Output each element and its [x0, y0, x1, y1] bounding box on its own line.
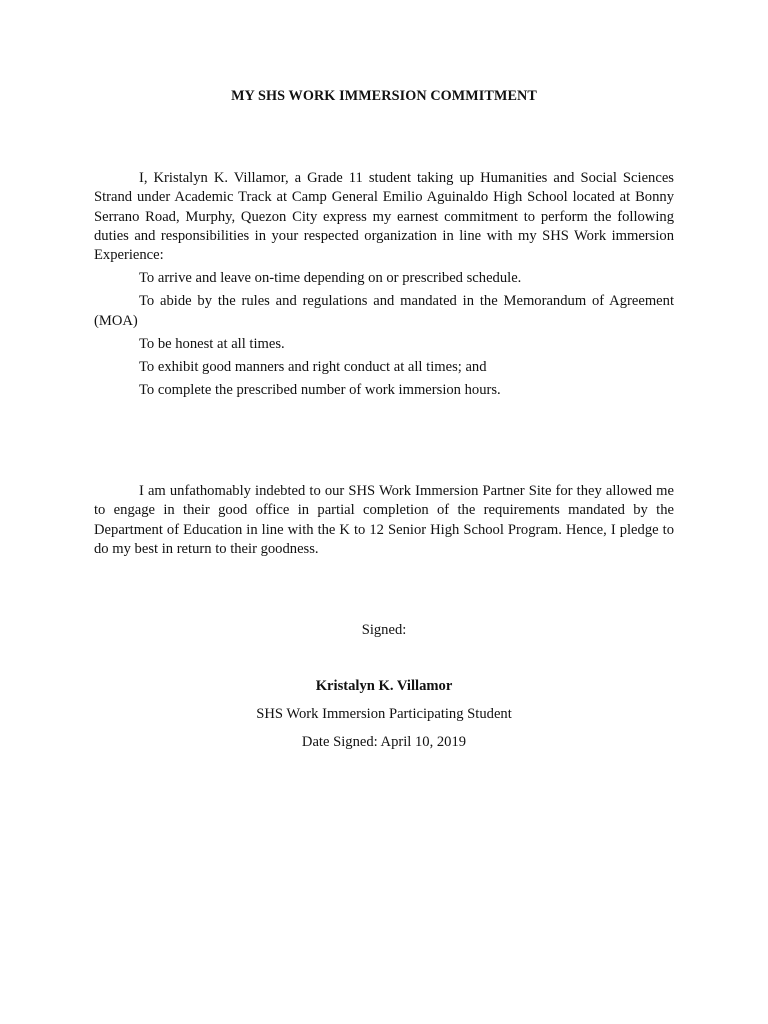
duty-item-1: To arrive and leave on-time depending on or prescribed schedule.	[139, 270, 522, 286]
duty-item-2: To abide by the rules and regulations and mandated in the Memorandum of Agreement (MOA)	[94, 293, 674, 329]
document-title: MY SHS WORK IMMERSION COMMITMENT	[231, 88, 537, 104]
duty-item-5: To complete the prescribed number of work immersion hours.	[139, 382, 501, 399]
closing-paragraph: I am unfathomably indebted to our SHS Work Immersion Partner Site for they allowed me to engage in their good office in partial completion of the requirements mandated by the Department of Education in line with the K to 12 Senior High School Program. Hence, I pledge to do my best in return to their goodness.	[94, 483, 674, 557]
duty-item-3: To be honest at all times.	[139, 335, 285, 352]
signed-label: Signed:	[361, 622, 407, 638]
duty-item-4: To exhibit good manners and right conduct at all times; and	[139, 359, 487, 376]
date-signed: Date Signed: April 10, 2019	[301, 734, 467, 750]
duties-list	[94, 269, 674, 401]
closing-section	[94, 482, 674, 559]
signatory-name: Kristalyn K. Villamor	[315, 678, 453, 694]
intro-section	[94, 169, 674, 265]
signatory-role: SHS Work Immersion Participating Student	[256, 706, 512, 722]
intro-paragraph: I, Kristalyn K. Villamor, a Grade 11 student taking up Humanities and Social Sciences Strand under Academic Track at Camp General Emilio Aguinaldo High School located at Bonny Serrano Road, Murphy, Quezon City express my earnest commitment to perform the following duties and responsibilities in your respected organization in line with my SHS Work immersion Experience:	[94, 170, 674, 264]
